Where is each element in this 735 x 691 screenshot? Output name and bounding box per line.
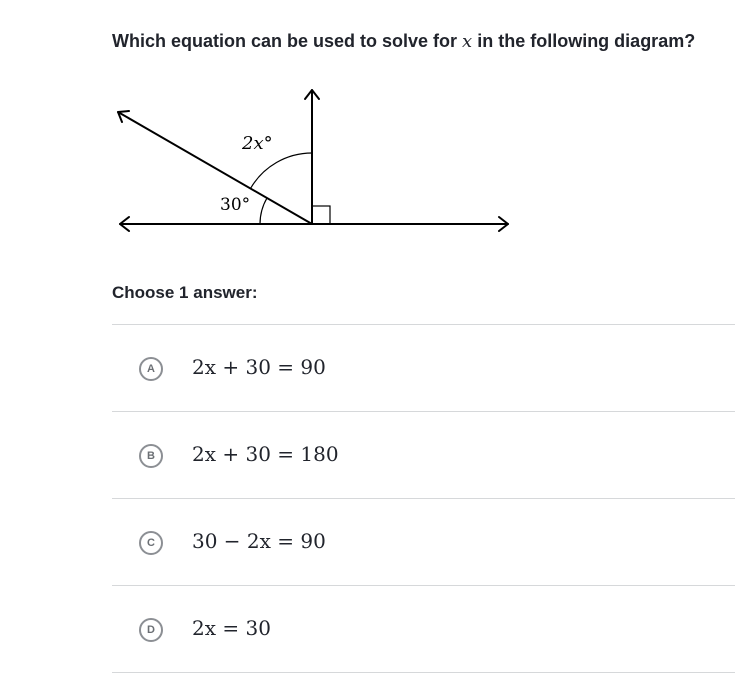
question-variable: x — [462, 31, 473, 52]
arc-2x — [251, 153, 313, 189]
choice-c-letter: C — [139, 531, 163, 555]
choice-c[interactable] — [112, 498, 735, 585]
choose-label: Choose 1 answer: — [112, 283, 258, 302]
choice-b-letter: B — [139, 444, 163, 468]
choice-a[interactable] — [112, 324, 735, 411]
angle-label-2x: 2x° — [242, 133, 273, 154]
answer-choices — [112, 324, 735, 673]
choice-b[interactable] — [112, 411, 735, 498]
slanted-ray — [118, 112, 312, 224]
arc-30 — [260, 198, 267, 224]
choice-d[interactable] — [112, 585, 735, 673]
choice-b-equation: 2x + 30 = 180 — [192, 442, 339, 466]
question-suffix: in the following diagram? — [472, 31, 696, 51]
choice-d-equation: 2x = 30 — [192, 616, 271, 640]
angle-label-30: 30° — [220, 195, 251, 215]
choice-a-equation: 2x + 30 = 90 — [192, 355, 326, 379]
angle-diagram — [108, 82, 518, 242]
choice-d-letter: D — [139, 618, 163, 642]
question-prefix: Which equation can be used to solve for — [112, 31, 463, 51]
right-angle-marker — [312, 206, 330, 224]
choice-a-letter: A — [139, 357, 163, 381]
question-text — [112, 31, 695, 52]
choice-c-equation: 30 − 2x = 90 — [192, 529, 326, 553]
